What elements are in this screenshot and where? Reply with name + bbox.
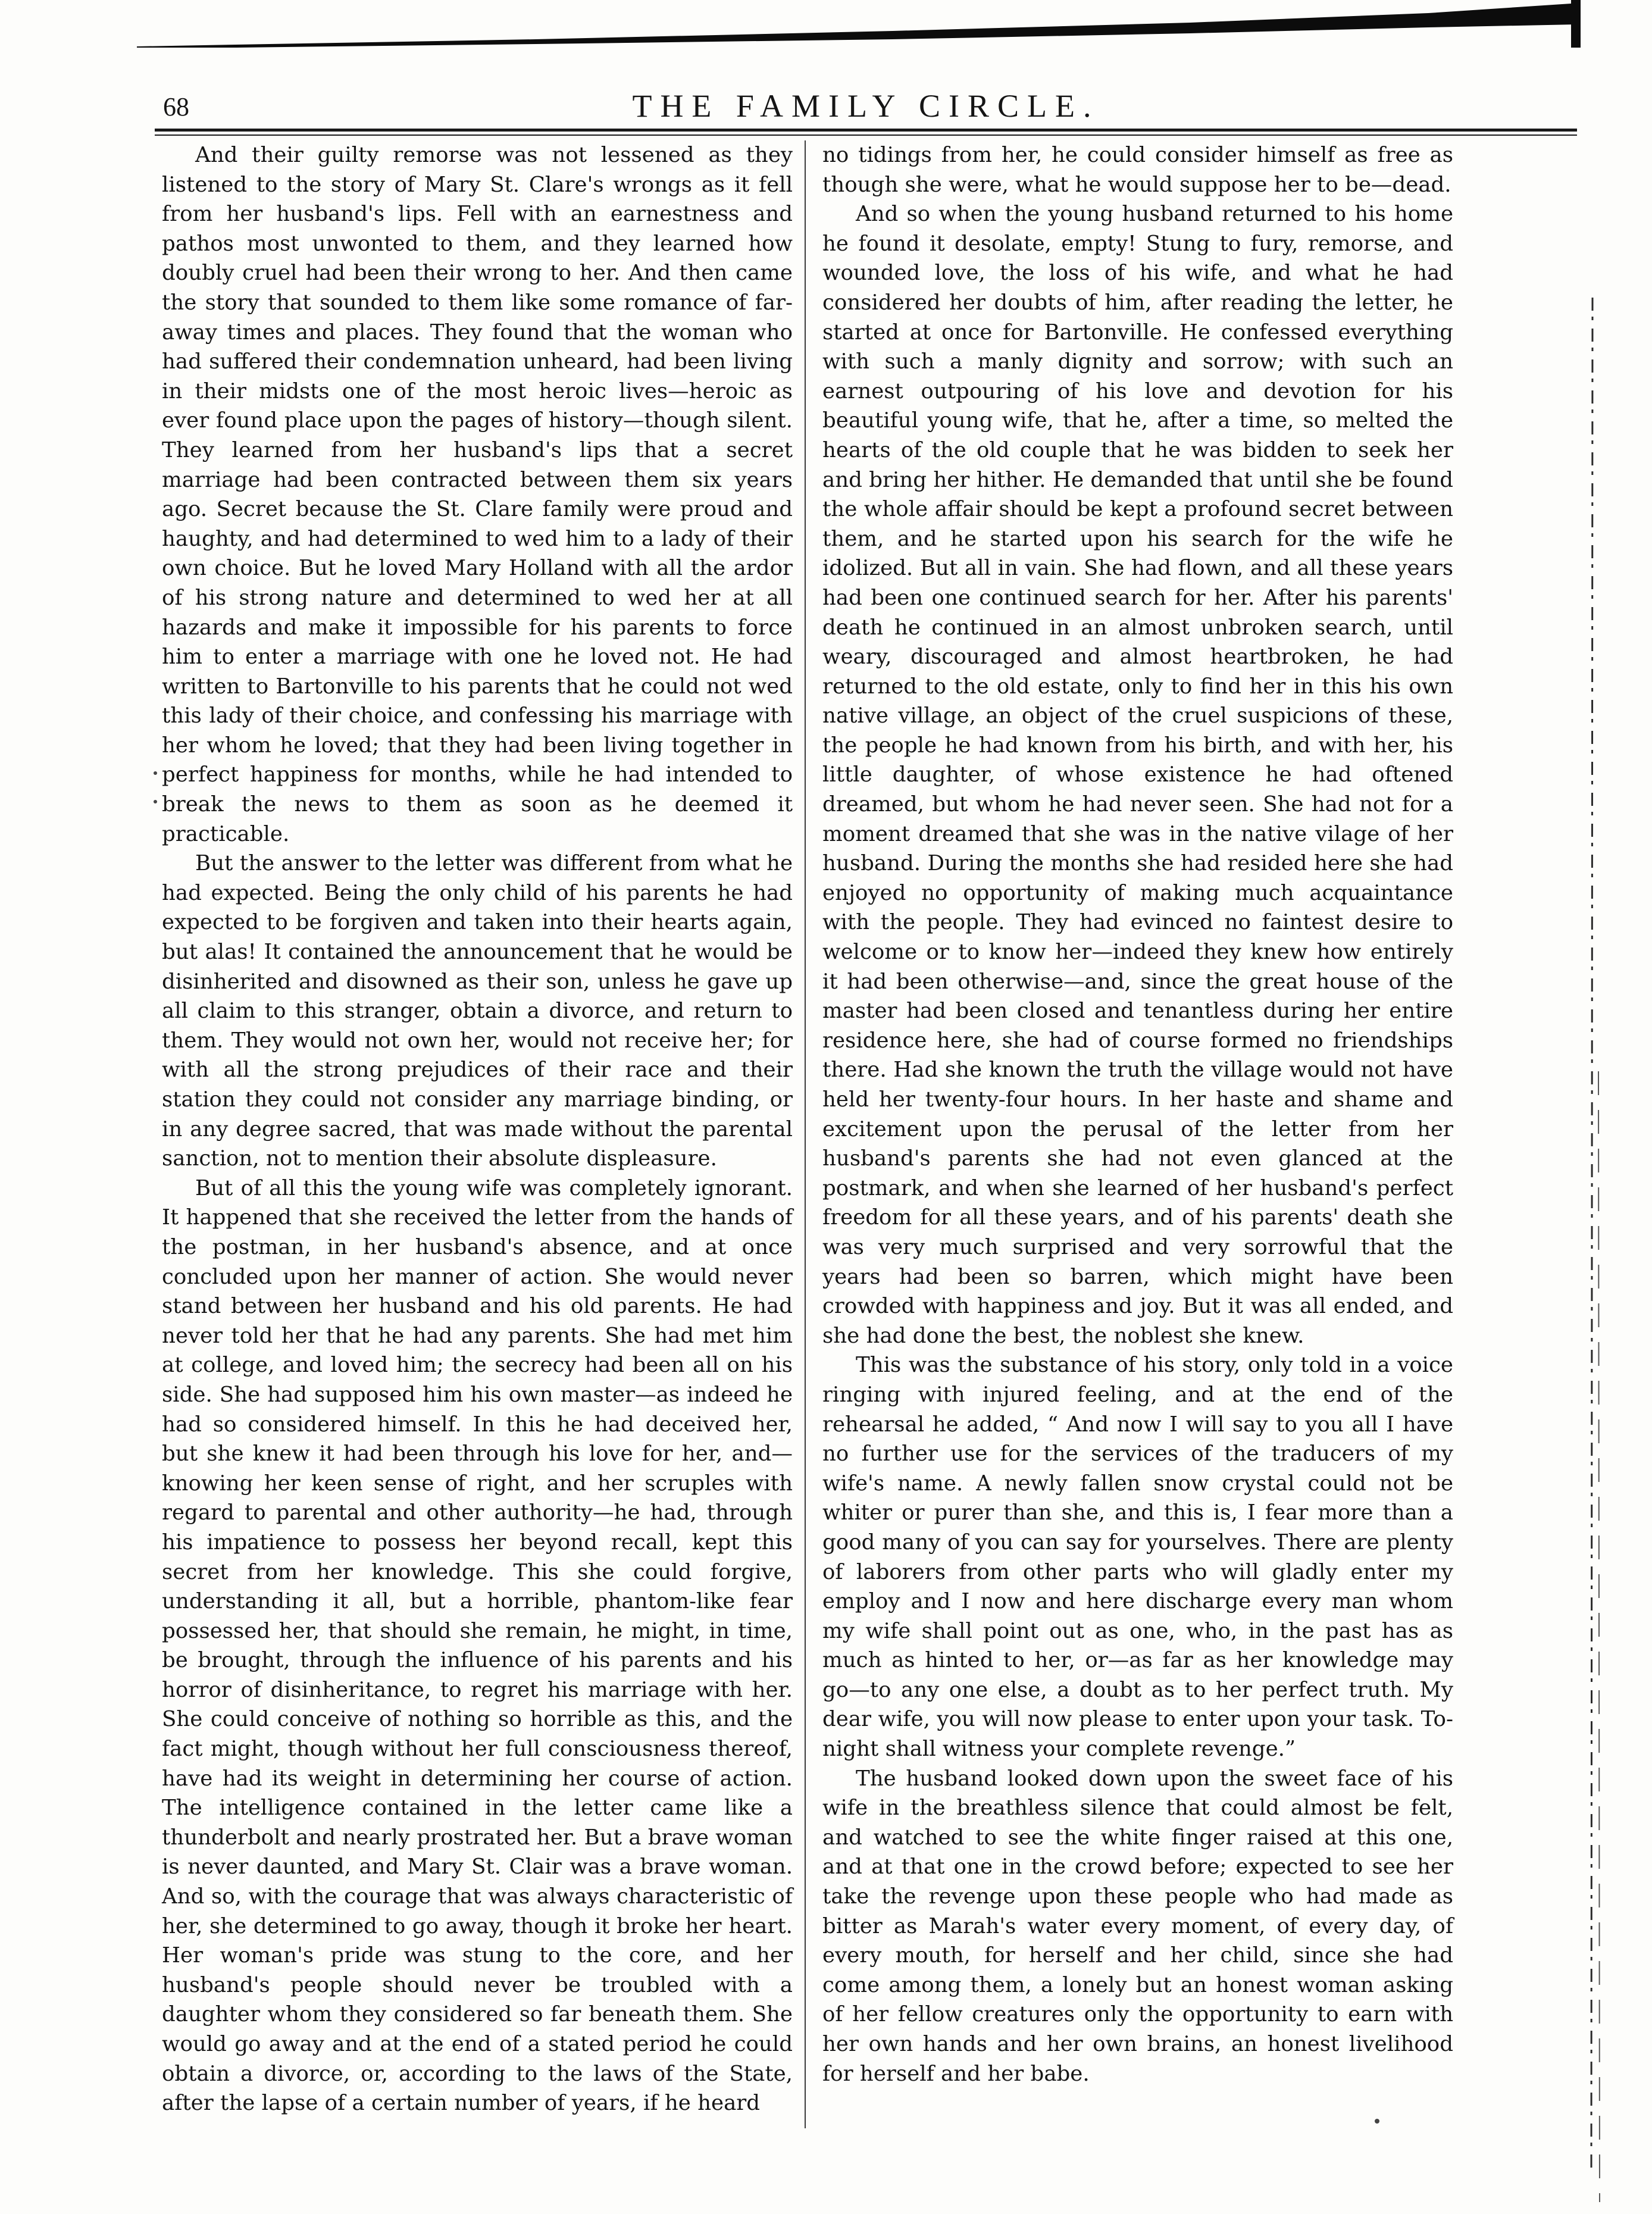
right-paragraph-continued: no tidings from her, he could consider himself as free as though she were, what he would suppose her to be—dead. <box>822 143 1453 197</box>
print-speck <box>154 771 157 775</box>
right-paragraph-3: This was the substance of his story, only told in a voice ringing with injured feeling, and at the end of the rehearsal he added, “ And now I will say to you all I have no further use for the services of the traducers of my wife's name. A newly fallen snow crystal could not be whiter or purer than she, and this is, I fear more than a good many of you can say for yourselves. There are plenty of laborers from other parts who will gladly enter my employ and I now and here discharge every man whom my wife shall point out as one, who, in the past has as much as hinted to her, or—as far as her knowledge may go—to any one else, a doubt as to her perfect truth. My dear wife, you will now please to enter upon your task. To-night shall witness your complete revenge.” <box>822 1353 1453 1762</box>
print-speck <box>1375 2119 1379 2124</box>
left-paragraph-3: But of all this the young wife was completely ignorant. It happened that she received the letter from the hands of the postman, in her husband's absence, and at once concluded upon her manner of action. She would never stand between her husband and his old parents. He had never told her that he had any parents. She had met him at college, and loved him; the secrecy had been all on his side. She had supposed him his own master—as indeed he had so considered himself. In this he had deceived her, but she knew it had been through his love for her, and—knowing her keen sense of right, and her scruples with regard to parental and other authority—he had, through his impatience to possess her beyond recall, kept this secret from her knowledge. This she could forgive, understanding it all, but a horrible, phantom-like fear possessed her, that should she remain, he might, in time, be brought, through the influence of his parents and his horror of disinheritance, to regret his marriage with her. She could conceive of nothing so horrible as this, and the fact might, though without her full consciousness thereof, have had its weight in determining her course of action. The intelligence contained in the letter came like a thunderbolt and nearly prostrated her. But a brave woman is never daunted, and Mary St. Clair was a brave woman. And so, with the courage that was always characteristic of her, she determined to go away, though it broke her heart. Her woman's pride was stung to the core, and her husband's people should never be troubled with a daughter whom they considered so far beneath them. She would go away and at the end of a stated period he could obtain a divorce, or, according to the laws of the State, after the lapse of a certain number of years, if he heard <box>162 1175 793 2116</box>
header-rule-thick <box>155 129 1577 132</box>
print-speck <box>154 800 157 803</box>
right-column <box>822 140 1453 2088</box>
page-header <box>155 89 1577 131</box>
header-rule-thin <box>155 135 1577 136</box>
running-title: THE FAMILY CIRCLE. <box>632 88 1100 124</box>
page-number: 68 <box>163 92 189 121</box>
column-divider <box>805 140 806 2128</box>
left-paragraph-1: And their guilty remorse was not lessened as they listened to the story of Mary St. Clare's wrongs as it fell from her husband's lips. Fell with an earnestness and pathos most unwonted to them, and they learned how doubly cruel had been their wrong to her. And then came the story that sounded to them like some romance of far-away times and places. They found that the woman who had suffered their condemnation unheard, had been living in their midsts one of the most heroic lives—heroic as ever found place upon the pages of history—though silent. They learned from her husband's lips that a secret marriage had been contracted between them six years ago. Secret because the St. Clare family were proud and haughty, and had determined to wed him to a lady of their own choice. But he loved Mary Holland with all the ardor of his strong nature and determined to wed her at all hazards and make it impossible for his parents to force him to enter a marriage with one he loved not. He had written to Bartonville to his parents that he could not wed this lady of their choice, and confessing his marriage with her whom he loved; that they had been living together in perfect happiness for months, while he had intended to break the news to them as soon as he deemed it practicable. <box>162 143 793 846</box>
left-paragraph-2: But the answer to the letter was different from what he had expected. Being the only child of his parents he had expected to be forgiven and taken into their hearts again, but alas! It contained the announcement that he would be disinherited and disowned as their son, unless he gave up all claim to this stranger, obtain a divorce, and return to them. They would not own her, would not receive her; for with all the strong prejudices of their race and their station they could not consider any marriage binding, or in any degree sacred, that was made without the parental sanction, not to mention their absolute displeasure. <box>162 851 793 1171</box>
scan-top-edge-banner <box>0 0 1652 48</box>
scan-right-edge-shadow <box>1581 0 1652 2214</box>
left-column <box>162 140 793 2118</box>
right-paragraph-2: And so when the young husband returned to his home he found it desolate, empty! Stung to fury, remorse, and wounded love, the loss of his wife, and what he had considered her doubts of him, after reading the letter, he started at once for Bartonville. He confessed everything with such a manly dignity and sorrow; with such an earnest outpouring of his love and devotion for his beautiful young wife, that he, after a time, so melted the hearts of the old couple that he was bidden to seek her and bring her hither. He demanded that until she be found the whole affair should be kept a profound secret between them, and he started upon his search for the wife he idolized. But all in vain. She had flown, and all these years had been one continued search for her. After his parents' death he continued in an almost unbroken search, until weary, discouraged and almost heartbroken, he had returned to the old estate, only to find her in this his own native village, an object of the cruel suspicions of these, the people he had known from his birth, and with her, his little daughter, of whose existence he had oftened dreamed, but whom he had never seen. She had not for a moment dreamed that she was in the native vilage of her husband. During the months she had resided here she had enjoyed no opportunity of making much acquaintance with the people. They had evinced no faintest desire to welcome or to know her—indeed they knew how entirely it had been otherwise—and, since the great house of the master had been closed and tenantless during her entire residence here, she had of course formed no friendships there. Had she known the truth the village would not have held her twenty-four hours. In her haste and shame and excitement upon the perusal of the letter from her husband's parents she had not even glanced at the postmark, and when she learned of her husband's perfect freedom for all these years, and of his parents' death she was very much surprised and very sorrowful that the years had been so barren, which might have been crowded with happiness and joy. But it was all ended, and she had done the best, the noblest she knew. <box>822 202 1454 1348</box>
right-paragraph-4: The husband looked down upon the sweet face of his wife in the breathless silence that could almost be felt, and watched to see the white finger raised at this one, and at that one in the crowd before; expected to see her take the revenge upon these people who had made as bitter as Marah's water every moment, of every day, of every mouth, for herself and her child, since she had come among them, a lonely but an honest woman asking of her fellow creatures only the opportunity to earn with her own hands and her own brains, an honest livelihood for herself and her babe. <box>822 1766 1453 2086</box>
